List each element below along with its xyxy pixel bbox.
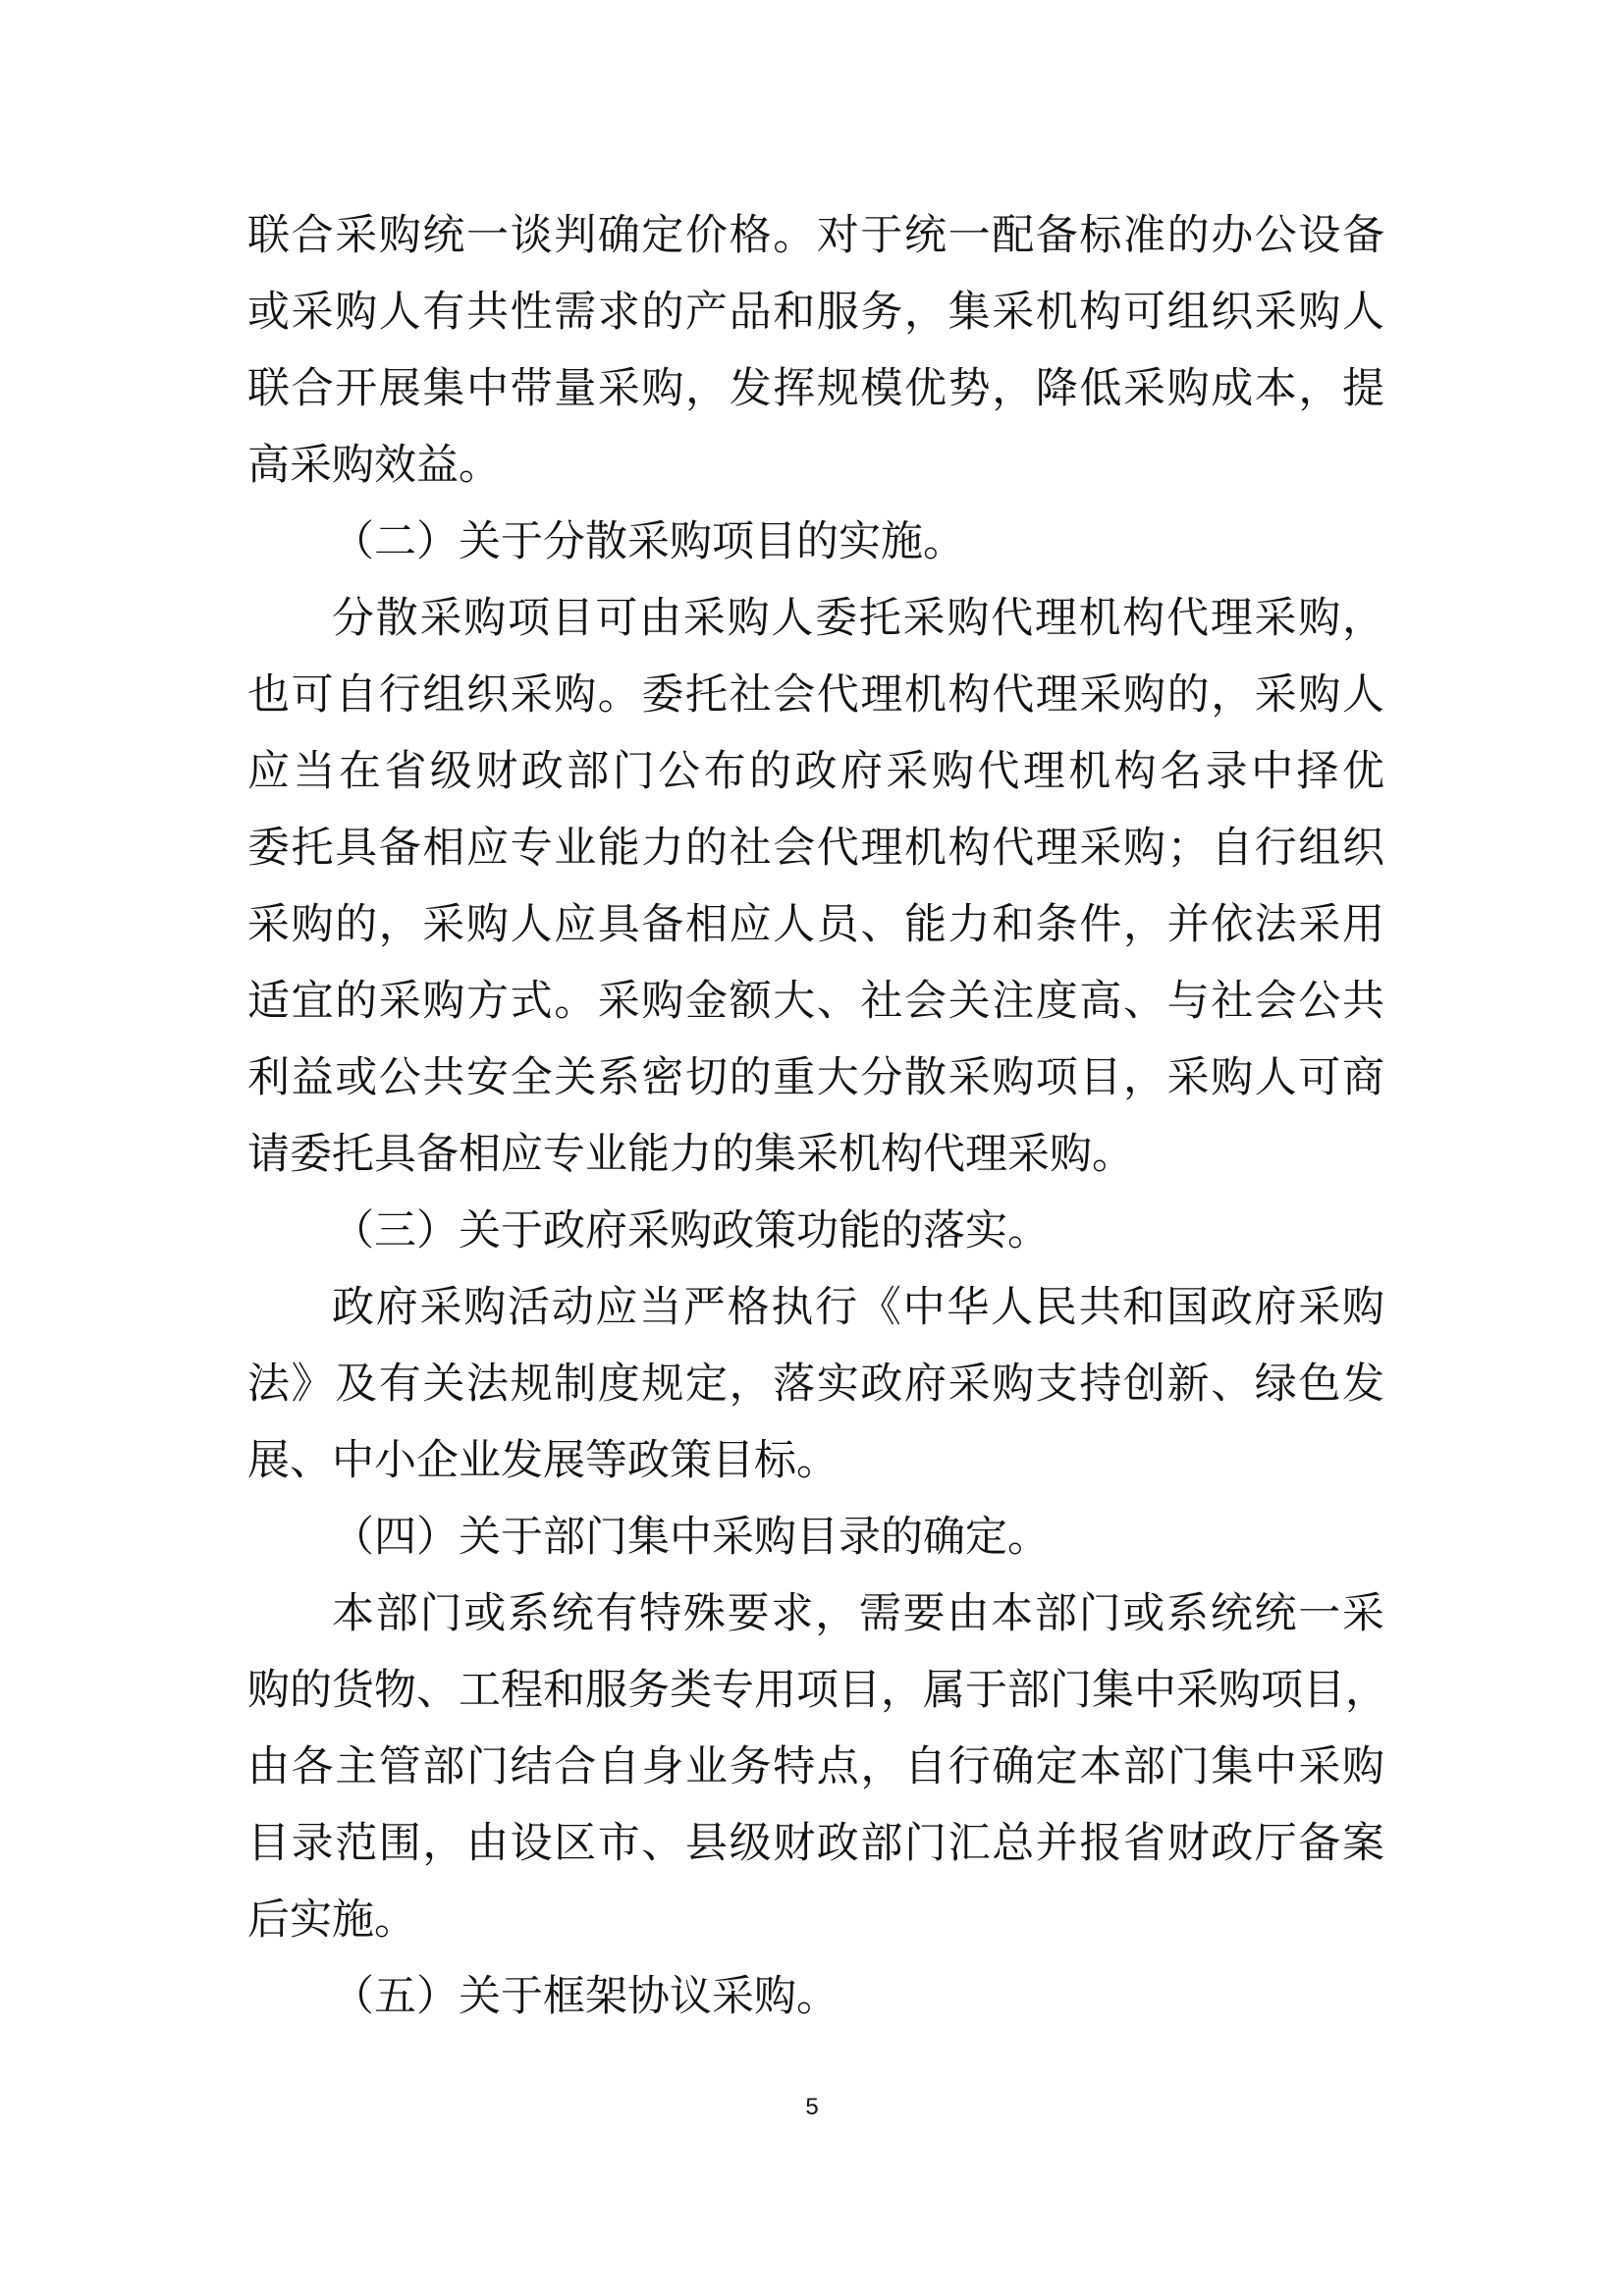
text-line: 利益或公共安全关系密切的重大分散采购项目，采购人可商 [247, 1053, 1384, 1102]
text-line: 展、中小企业发展等政策目标。 [247, 1436, 839, 1485]
text-line: 联合开展集中带量采购，发挥规模优势，降低采购成本，提 [247, 364, 1384, 413]
section-heading: （二）关于分散采购项目的实施。 [332, 517, 965, 566]
text-line: 联合采购统一谈判确定价格。对于统一配备标准的办公设备 [247, 211, 1384, 260]
text-line: 委托具备相应专业能力的社会代理机构代理采购；自行组织 [247, 824, 1384, 873]
text-line: 应当在省级财政部门公布的政府采购代理机构名录中择优 [247, 747, 1384, 796]
text-line: 目录范围，由设区市、县级财政部门汇总并报省财政厅备案 [247, 1819, 1384, 1868]
section-heading: （四）关于部门集中采购目录的确定。 [332, 1513, 1050, 1562]
text-line: 采购的，采购人应具备相应人员、能力和条件，并依法采用 [247, 900, 1384, 949]
section-heading: （三）关于政府采购政策功能的落实。 [332, 1206, 1050, 1255]
text-line: 后实施。 [247, 1896, 416, 1945]
text-line: 法》及有关法规制度规定，落实政府采购支持创新、绿色发 [247, 1360, 1384, 1409]
text-line: 由各主管部门结合自身业务特点，自行确定本部门集中采购 [247, 1742, 1384, 1791]
section-heading: （五）关于框架协议采购。 [332, 1972, 839, 2021]
text-line: 或采购人有共性需求的产品和服务，集采机构可组织采购人 [247, 288, 1384, 337]
text-line: 适宜的采购方式。采购金额大、社会关注度高、与社会公共 [247, 977, 1384, 1026]
text-line: 本部门或系统有特殊要求，需要由本部门或系统统一采 [332, 1589, 1384, 1638]
page-number: 5 [805, 2094, 819, 2120]
text-line: 请委托具备相应专业能力的集采机构代理采购。 [247, 1130, 1134, 1179]
text-line: 分散采购项目可由采购人委托采购代理机构代理采购， [332, 594, 1384, 643]
text-line: 高采购效益。 [247, 441, 501, 490]
text-line: 政府采购活动应当严格执行《中华人民共和国政府采购 [332, 1283, 1384, 1332]
text-line: 也可自行组织采购。委托社会代理机构代理采购的，采购人 [247, 670, 1384, 720]
text-line: 购的货物、工程和服务类专用项目，属于部门集中采购项目， [247, 1666, 1387, 1715]
